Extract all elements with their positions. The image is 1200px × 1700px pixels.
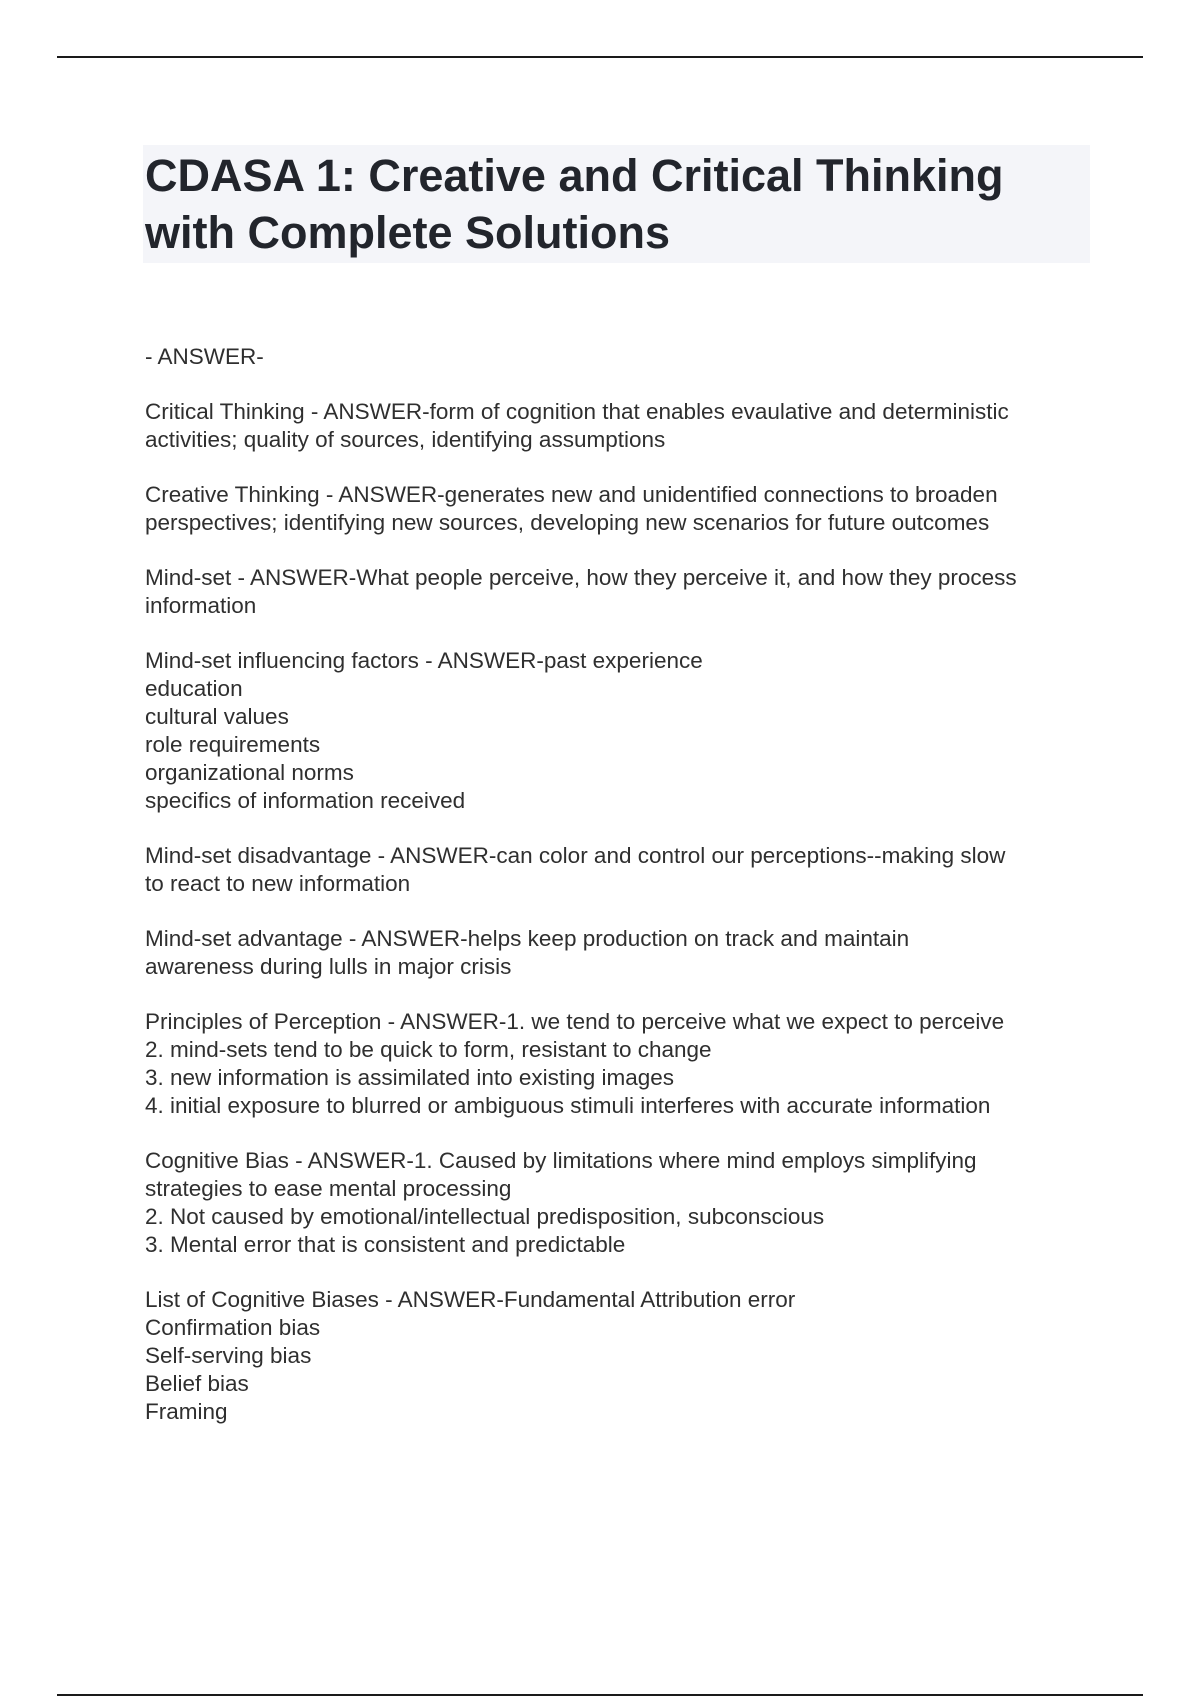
entry-line: 3. Mental error that is consistent and predictable [145,1232,626,1257]
qa-entry [145,1147,1090,1259]
qa-entry [145,925,1090,981]
title-line: with Complete Solutions [145,207,670,258]
footer-rule [57,1694,1143,1696]
qa-entry [145,481,1090,537]
entry-line: Cognitive Bias - ANSWER-1. Caused by limitations where mind employs simplifying [145,1148,977,1173]
entry-line: - ANSWER- [145,344,264,369]
qa-entry [145,647,1090,815]
document-body [145,145,1090,1453]
entry-line: awareness during lulls in major crisis [145,954,512,979]
entry-line: perspectives; identifying new sources, developing new scenarios for future outcomes [145,510,990,535]
entry-line: specifics of information received [145,788,466,813]
entry-line: role requirements [145,732,321,757]
entry-line: Creative Thinking - ANSWER-generates new and unidentified connections to broaden [145,482,998,507]
qa-entry [145,398,1090,454]
entry-line: Mind-set advantage - ANSWER-helps keep production on track and maintain [145,926,910,951]
entry-line: organizational norms [145,760,354,785]
entry-line: activities; quality of sources, identifying assumptions [145,427,666,452]
entry-line: 3. new information is assimilated into existing images [145,1065,674,1090]
entry-line: Belief bias [145,1371,249,1396]
entry-line: 4. initial exposure to blurred or ambiguous stimuli interferes with accurate information [145,1093,991,1118]
entry-line: Principles of Perception - ANSWER-1. we tend to perceive what we expect to perceive [145,1009,1005,1034]
entry-line: 2. Not caused by emotional/intellectual predisposition, subconscious [145,1204,825,1229]
title-line: CDASA 1: Creative and Critical Thinking [145,150,1004,201]
entry-line: education [145,676,243,701]
qa-entry [145,1008,1090,1120]
entry-line: List of Cognitive Biases - ANSWER-Fundamental Attribution error [145,1287,796,1312]
qa-entry [145,842,1090,898]
document-title [145,147,1070,261]
entry-line: Self-serving bias [145,1343,312,1368]
title-block [143,145,1090,263]
entry-line: Framing [145,1399,228,1424]
entry-line: information [145,593,257,618]
entry-line: Critical Thinking - ANSWER-form of cognition that enables evaulative and deterministic [145,399,1009,424]
entry-line: Mind-set influencing factors - ANSWER-past experience [145,648,703,673]
entry-line: 2. mind-sets tend to be quick to form, resistant to change [145,1037,712,1062]
entry-line: cultural values [145,704,289,729]
qa-entry [145,343,1090,371]
qa-entries [145,343,1090,1426]
entry-line: Confirmation bias [145,1315,321,1340]
header-rule [57,56,1143,58]
entry-line: to react to new information [145,871,411,896]
entry-line: strategies to ease mental processing [145,1176,512,1201]
entry-line: Mind-set disadvantage - ANSWER-can color and control our perceptions--making slow [145,843,1006,868]
entry-line: Mind-set - ANSWER-What people perceive, how they perceive it, and how they process [145,565,1017,590]
qa-entry [145,1286,1090,1426]
qa-entry [145,564,1090,620]
